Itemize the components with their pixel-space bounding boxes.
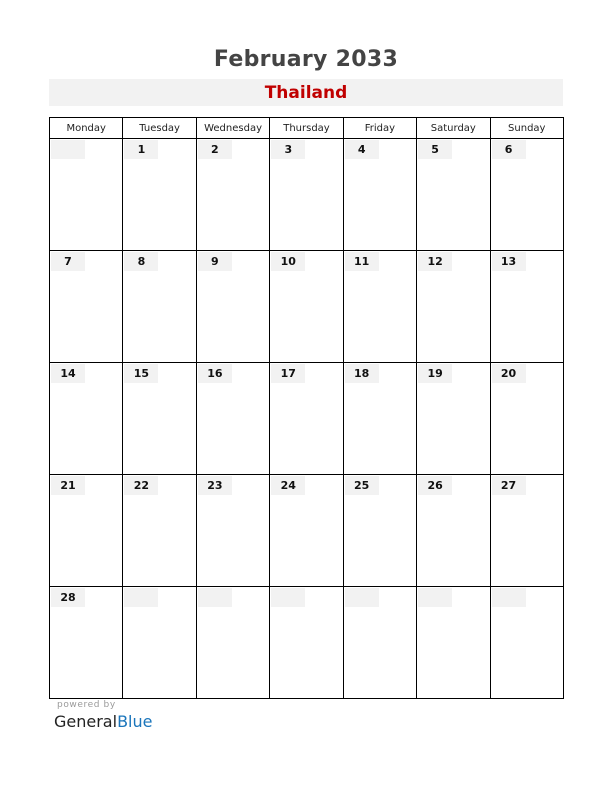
weekday-header: Friday (343, 118, 416, 139)
weekday-header: Wednesday (196, 118, 269, 139)
day-cell (123, 363, 196, 475)
week-row (50, 363, 564, 475)
week-row (50, 251, 564, 363)
day-number: 7 (51, 252, 85, 271)
day-cell (417, 587, 490, 699)
day-cell (343, 251, 416, 363)
day-cell (270, 139, 343, 251)
day-cell (270, 475, 343, 587)
day-number: 18 (345, 364, 379, 383)
day-cell (270, 587, 343, 699)
generalblue-logo[interactable] (54, 712, 152, 731)
day-number: 17 (271, 364, 305, 383)
weekday-header: Thursday (270, 118, 343, 139)
day-number (418, 588, 452, 607)
day-cell (50, 363, 123, 475)
day-cell (50, 475, 123, 587)
day-number: 19 (418, 364, 452, 383)
day-number: 12 (418, 252, 452, 271)
day-cell (123, 475, 196, 587)
day-number: 23 (198, 476, 232, 495)
weekday-header: Saturday (417, 118, 490, 139)
day-number: 28 (51, 588, 85, 607)
day-number (492, 588, 526, 607)
day-number: 26 (418, 476, 452, 495)
country-banner (49, 79, 563, 106)
day-cell (123, 251, 196, 363)
page-title: February 2033 (213, 47, 399, 72)
day-number: 14 (51, 364, 85, 383)
day-number: 10 (271, 252, 305, 271)
day-cell (50, 251, 123, 363)
day-cell (50, 587, 123, 699)
day-number: 15 (124, 364, 158, 383)
day-cell (343, 139, 416, 251)
day-cell (196, 363, 269, 475)
day-number: 11 (345, 252, 379, 271)
day-number: 16 (198, 364, 232, 383)
day-number (271, 588, 305, 607)
day-number: 24 (271, 476, 305, 495)
day-cell (50, 139, 123, 251)
day-number (124, 588, 158, 607)
day-number: 22 (124, 476, 158, 495)
powered-by-label: powered by (57, 700, 116, 710)
day-number: 1 (124, 140, 158, 159)
day-number: 3 (271, 140, 305, 159)
day-number: 8 (124, 252, 158, 271)
day-number (198, 588, 232, 607)
day-cell (196, 587, 269, 699)
day-number: 9 (198, 252, 232, 271)
calendar-grid (49, 117, 564, 699)
day-cell (123, 587, 196, 699)
day-number: 25 (345, 476, 379, 495)
day-cell (196, 251, 269, 363)
logo-text-blue: Blue (117, 712, 153, 731)
day-number: 4 (345, 140, 379, 159)
logo-text-general: General (54, 712, 118, 731)
day-cell (343, 475, 416, 587)
day-cell (343, 363, 416, 475)
week-row (50, 139, 564, 251)
weekday-header: Sunday (490, 118, 563, 139)
day-cell (417, 475, 490, 587)
day-cell (417, 139, 490, 251)
day-number: 21 (51, 476, 85, 495)
weekday-header: Tuesday (123, 118, 196, 139)
week-row (50, 587, 564, 699)
day-cell (490, 587, 563, 699)
day-cell (490, 251, 563, 363)
day-number: 6 (492, 140, 526, 159)
day-cell (196, 475, 269, 587)
weekday-header: Monday (50, 118, 123, 139)
week-row (50, 475, 564, 587)
weekday-header-row (50, 118, 564, 139)
day-number (345, 588, 379, 607)
day-cell (123, 139, 196, 251)
day-number: 20 (492, 364, 526, 383)
day-number: 13 (492, 252, 526, 271)
day-cell (490, 363, 563, 475)
day-number (51, 140, 85, 159)
day-number: 27 (492, 476, 526, 495)
day-cell (490, 139, 563, 251)
day-cell (270, 363, 343, 475)
day-number: 5 (418, 140, 452, 159)
day-cell (343, 587, 416, 699)
day-cell (490, 475, 563, 587)
day-cell (196, 139, 269, 251)
day-cell (270, 251, 343, 363)
day-cell (417, 363, 490, 475)
country-name: Thailand (264, 83, 348, 103)
day-number: 2 (198, 140, 232, 159)
day-cell (417, 251, 490, 363)
